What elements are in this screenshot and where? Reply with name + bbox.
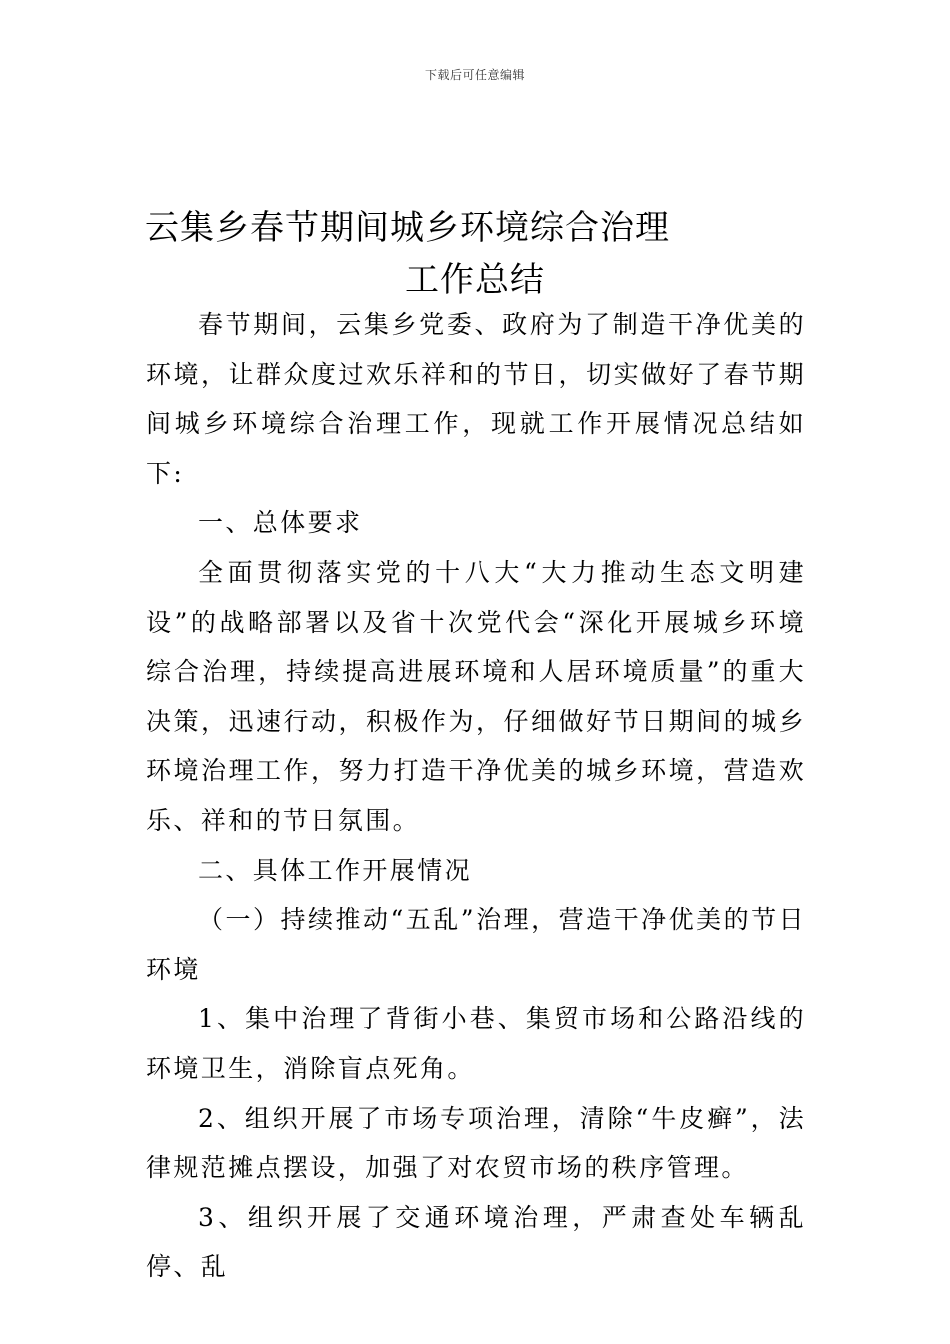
list-item: 3、组织开展了交通环境治理，严肃查处车辆乱停、乱 xyxy=(146,1202,806,1282)
paragraph-intro: 春节期间，云集乡党委、政府为了制造干净优美的环境，让群众度过欢乐祥和的节日，切实做好了春节期间城乡环境综合治理工作，现就工作开展情况总结如下: xyxy=(146,310,806,488)
document-title-line-2: 工作总结 xyxy=(405,260,545,300)
subsection-heading-1: （一）持续推动“五乱”治理，营造干净优美的节日环境 xyxy=(146,905,806,984)
paragraph-requirements: 全面贯彻落实党的十八大“大力推动生态文明建设”的战略部署以及省十次党代会“深化开展城乡环境综合治理，持续提高进展环境和人居环境质量”的重大决策，迅速行动，积极作为，仔细做好节日期间的城乡环境治理工作，努力打造干净优美的城乡环境，营造欢乐、祥和的节日氛围。 xyxy=(146,557,806,835)
list-item: 1、集中治理了背街小巷、集贸市场和公路沿线的环境卫生，消除盲点死角。 xyxy=(146,1004,806,1083)
header-note: 下载后可任意编辑 xyxy=(424,68,525,82)
section-heading-2: 二、具体工作开展情况 xyxy=(198,855,473,885)
document-body xyxy=(146,300,806,1292)
document-title-line-1: 云集乡春节期间城乡环境综合治理 xyxy=(145,208,670,248)
list-item: 2、组织开展了市场专项治理，清除“牛皮癣”，法律规范摊点摆设，加强了对农贸市场的秩序管理。 xyxy=(146,1103,806,1183)
section-heading-1: 一、总体要求 xyxy=(198,508,363,538)
